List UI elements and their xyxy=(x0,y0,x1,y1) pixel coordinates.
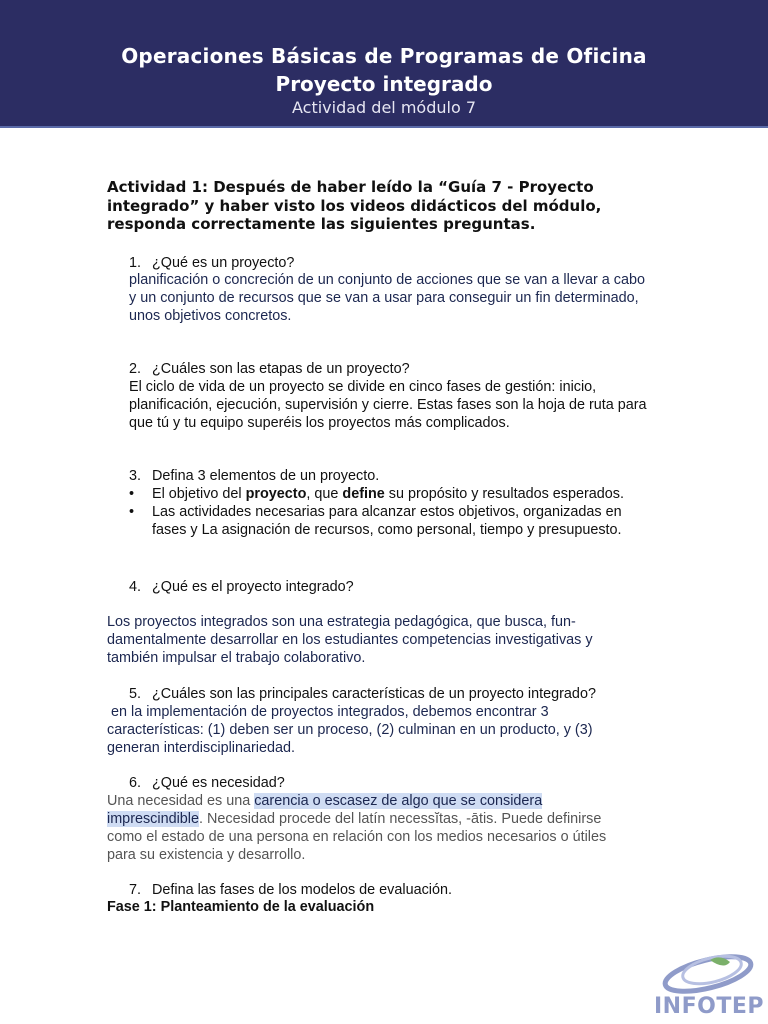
question-text: ¿Cuáles son las etapas de un proyecto? xyxy=(152,361,410,377)
question-4 xyxy=(129,578,354,596)
question-2 xyxy=(129,360,410,378)
answer-2: El ciclo de vida de un proyecto se divide en cinco fases de gestión: inicio, planificación, ejecución, supervisión y cierre. Estas fases son la hoja de ruta para que tú y tu equipo superéis los proyectos más complicados. xyxy=(129,379,647,431)
answer-6 xyxy=(107,792,637,864)
answer-5: en la implementación de proyectos integrados, debemos encontrar 3 características: (1) deben ser un proceso, (2) culminan en un producto, y (3) generan interdisciplinariedad. xyxy=(107,704,597,756)
question-text: ¿Qué es necesidad? xyxy=(152,775,285,791)
list-item xyxy=(129,503,654,539)
document-title-line2: Proyecto integrado xyxy=(275,72,493,96)
bullet-icon: • xyxy=(129,504,135,520)
document-subtitle: Actividad del módulo 7 xyxy=(292,98,476,117)
question-text: ¿Cuáles son las principales características de un proyecto integrado? xyxy=(152,686,596,702)
document-header xyxy=(0,0,768,128)
list-item xyxy=(129,485,654,503)
activity-intro: Actividad 1: Después de haber leído la “Guía 7 - Proyecto integrado” y haber visto los videos didácticos del módulo, responda correctamente las siguientes preguntas. xyxy=(107,178,602,233)
intro-block xyxy=(107,178,647,234)
question-number: 3. xyxy=(129,468,142,484)
question-text: ¿Qué es un proyecto? xyxy=(152,255,295,271)
answer-text: Una necesidad es una xyxy=(107,793,255,809)
question-text: Defina 3 elementos de un proyecto. xyxy=(152,468,380,484)
question-number: 5. xyxy=(129,686,142,702)
list-item-bold: define xyxy=(342,486,385,502)
answer-1: planificación o concreción de un conjunto de acciones que se van a llevar a cabo y un conjunto de recursos que se van a usar para conseguir un fin determinado, unos objetivos concretos. xyxy=(129,272,646,324)
question-text: Defina las fases de los modelos de evaluación. xyxy=(152,882,452,898)
question-number: 6. xyxy=(129,775,142,791)
question-6 xyxy=(129,774,285,792)
answer-text: . Necesidad procede del latín necessĭtas, -ātis. Puede definirse como el estado de una persona en relación con los medios necesarios o útiles para su existencia y desarrollo. xyxy=(107,811,607,863)
question-7 xyxy=(129,881,452,899)
list-item-bold: proyecto xyxy=(245,486,307,502)
question-number: 4. xyxy=(129,579,142,595)
question-text: ¿Qué es el proyecto integrado? xyxy=(152,579,354,595)
answer-line: Los proyectos integrados son una estrategia pedagógica, que busca, fun- xyxy=(107,614,576,630)
logo-name: INFOTEP xyxy=(654,994,764,1019)
highlighted-text: carencia o escasez de algo que se considera imprescindible xyxy=(107,793,543,827)
list-item-text: , que xyxy=(306,486,343,502)
question-number: 7. xyxy=(129,882,142,898)
question-3 xyxy=(129,467,379,485)
list-item-text: Las actividades necesarias para alcanzar estos objetivos, organizadas en fases y La asignación de recursos, como personal, tiempo y presupuesto. xyxy=(152,504,622,538)
question-1 xyxy=(129,254,294,272)
list-item-text: su propósito y resultados esperados. xyxy=(384,486,624,502)
answer-line: damentalmente desarrollar en los estudiantes competencias investigativas y xyxy=(107,632,593,648)
elements-list xyxy=(129,485,654,539)
list-item-text: El objetivo del xyxy=(152,486,246,502)
answer-line: también impulsar el trabajo colaborativo. xyxy=(107,650,366,666)
question-number: 1. xyxy=(129,255,142,271)
document-title-line1: Operaciones Básicas de Programas de Oficina xyxy=(121,44,647,68)
question-5 xyxy=(129,685,596,703)
infotep-logo xyxy=(650,946,764,1024)
question-number: 2. xyxy=(129,361,142,377)
answer-4 xyxy=(107,613,667,667)
bullet-icon: • xyxy=(129,486,135,502)
fase-1-heading: Fase 1: Planteamiento de la evaluación xyxy=(107,899,375,915)
